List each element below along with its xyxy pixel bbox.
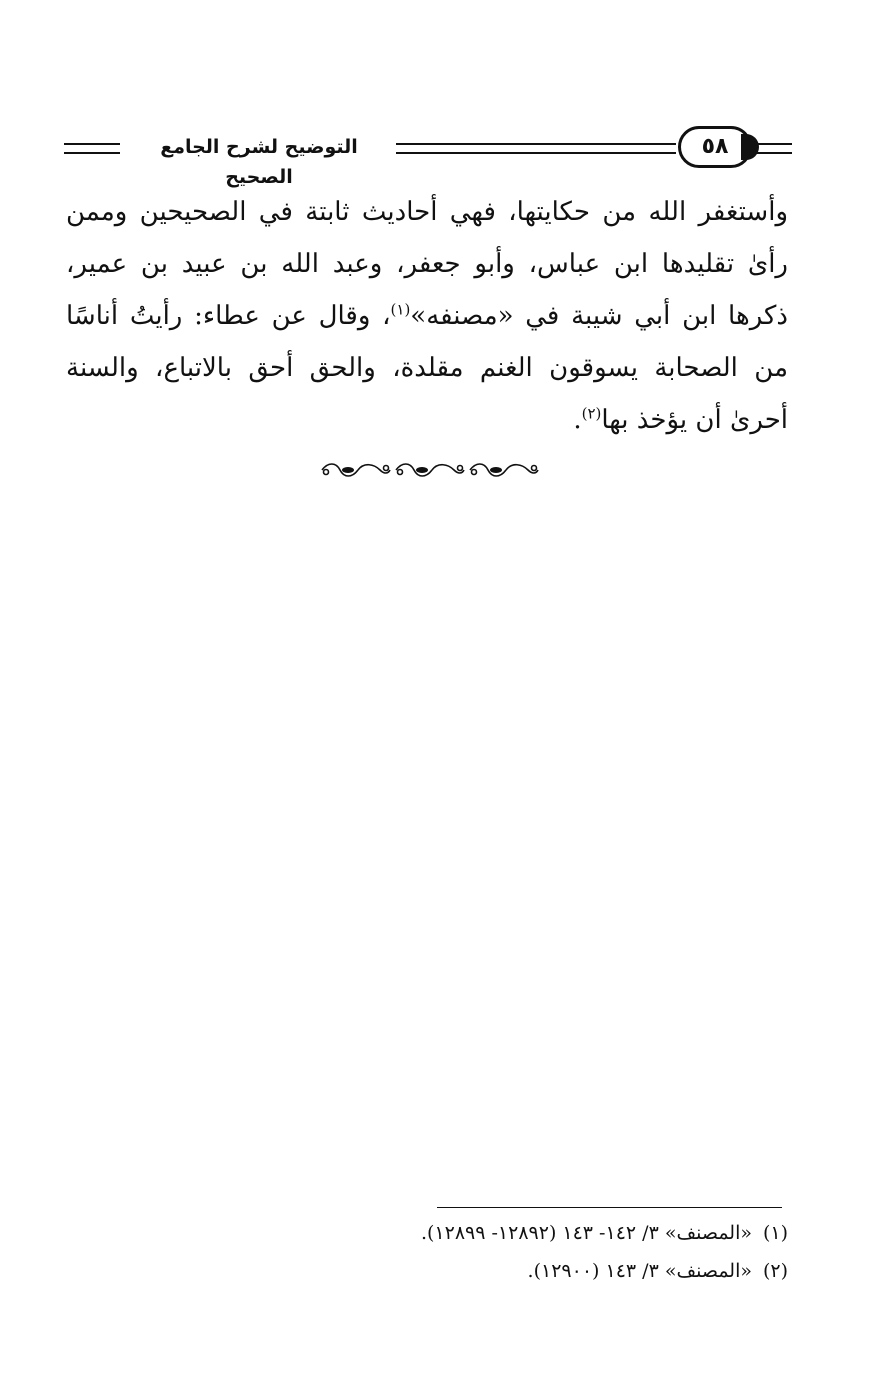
paragraph-text-middle: ، وقال عن عطاء: رأيتُ أناسًا من الصحابة يسوقون الغنم مقلدة، والحق أحق بالاتباع، والسنة أحرىٰ أن يؤخذ بها	[66, 301, 788, 435]
page-number-badge	[678, 126, 752, 168]
floral-divider-icon	[318, 458, 540, 482]
footnote-number: (١)	[762, 1222, 788, 1244]
page-number: ٥٨	[701, 134, 729, 159]
main-paragraph	[66, 186, 788, 446]
footnotes	[300, 1214, 788, 1290]
paragraph-text-start: وأستغفر الله من حكايتها، فهي أحاديث ثابتة في الصحيحين وممن رأىٰ تقليدها ابن عباس، وأبو جعفر، وعبد الله بن عبيد بن عمير، ذكرها ابن أبي شيبة في «مصنفه»	[66, 197, 788, 331]
footnote-text: «المصنف» ٣/ ١٤٣ (١٢٩٠٠).	[527, 1260, 752, 1282]
header-rule-left	[64, 143, 120, 154]
footnote-text: «المصنف» ٣/ ١٤٢- ١٤٣ (١٢٨٩٢- ١٢٨٩٩).	[420, 1222, 752, 1244]
footnote-separator	[437, 1207, 782, 1208]
header-rule-right	[752, 143, 792, 154]
footnote-number: (٢)	[762, 1260, 788, 1282]
paragraph-text-end: .	[573, 405, 582, 435]
footnote-1	[300, 1214, 788, 1252]
footnote-2	[300, 1252, 788, 1290]
book-title: التوضيح لشرح الجامع الصحيح	[160, 136, 358, 188]
page-header	[64, 122, 792, 188]
footnote-ref-2[interactable]: (٢)	[581, 404, 602, 423]
footnote-ref-1[interactable]: (١)	[390, 300, 411, 319]
header-rule-middle	[396, 143, 676, 154]
